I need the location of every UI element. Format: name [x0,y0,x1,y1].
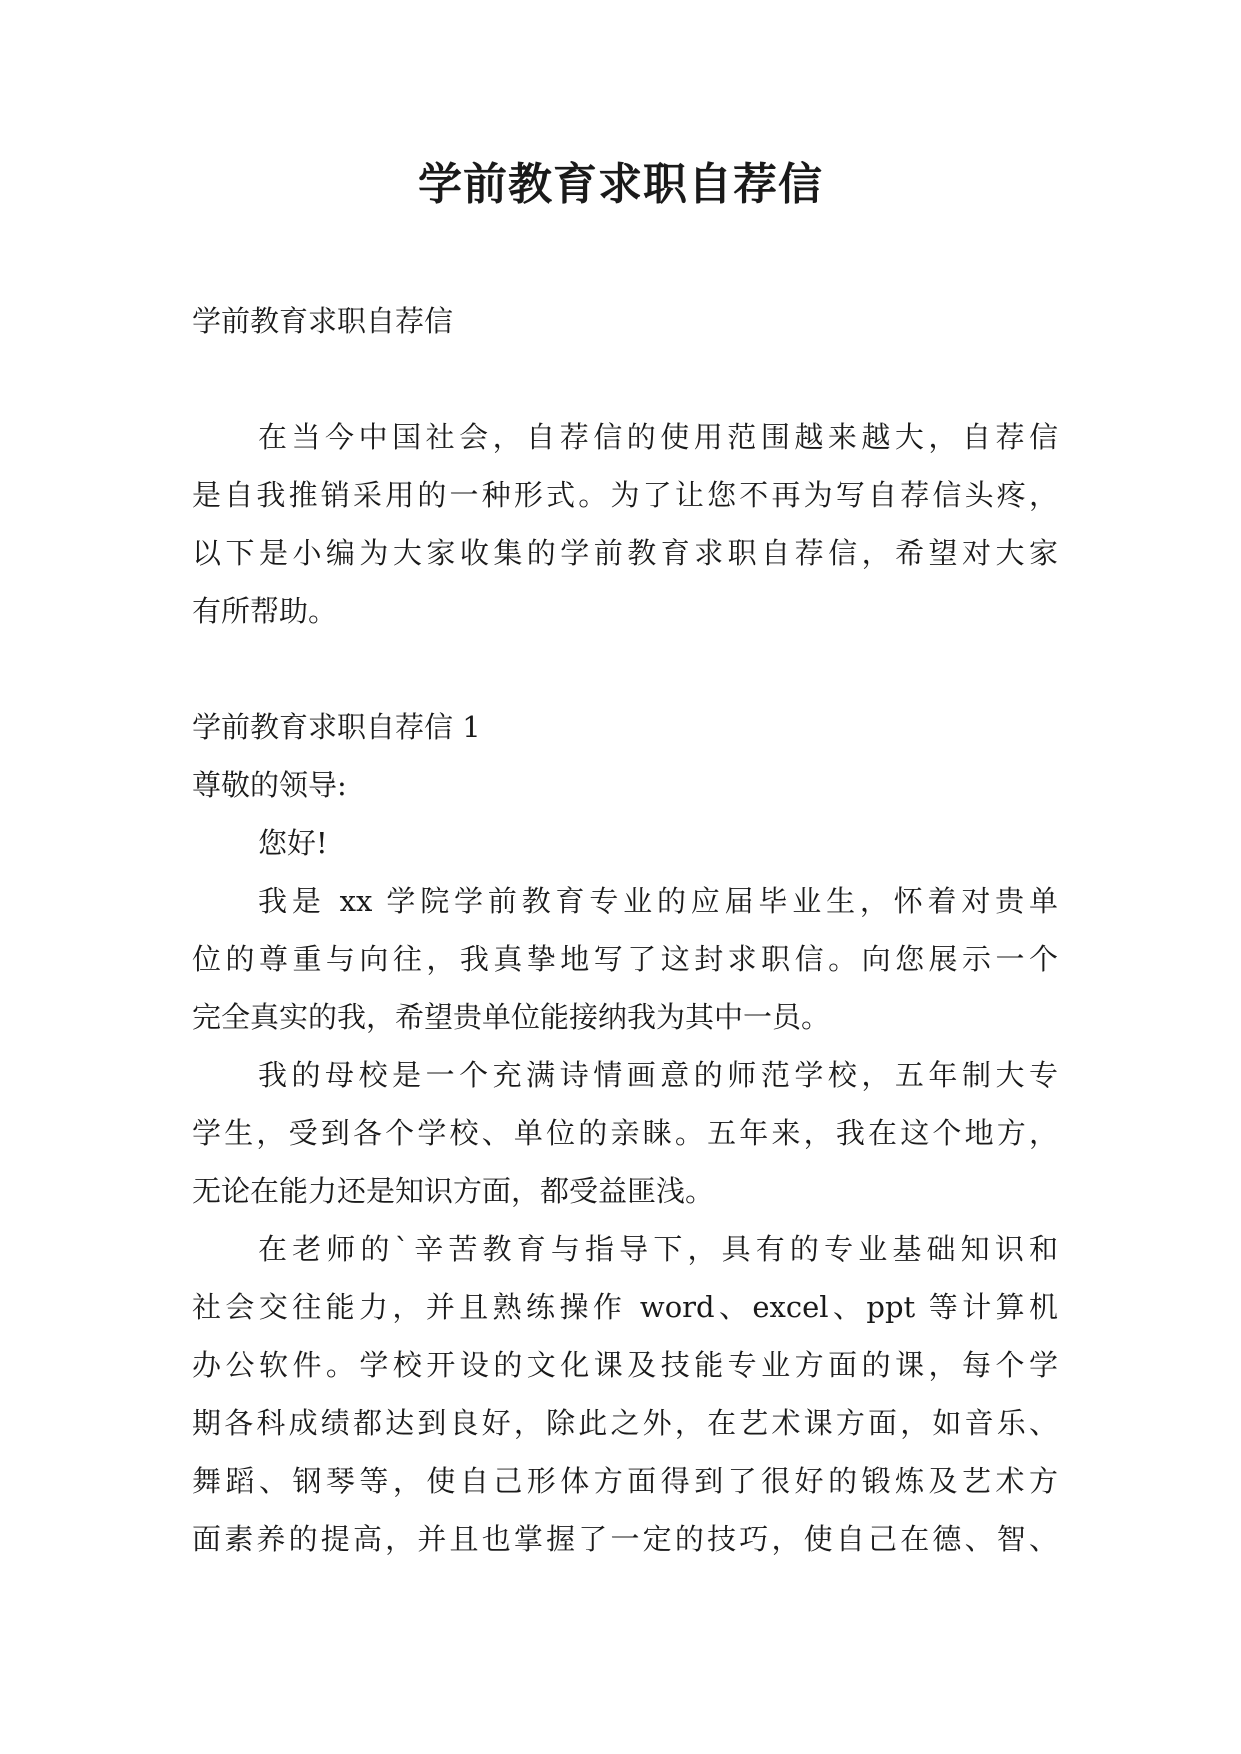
paragraph-line: 以下是小编为大家收集的学前教育求职自荐信，希望对大家 [192,536,1058,570]
salutation: 尊敬的领导: [192,768,347,802]
blank-line [192,640,1058,698]
paragraph-line: 在老师的`辛苦教育与指导下，具有的专业基础知识和 [258,1232,1058,1266]
body-paragraph-2 [192,1046,1058,1220]
paragraph-line: 完全真实的我，希望贵单位能接纳我为其中一员。 [192,1000,831,1034]
blank-line [192,350,1058,408]
greeting: 您好! [258,826,328,860]
paragraph-line: 有所帮助。 [192,594,338,628]
section-heading: 学前教育求职自荐信 1 [192,710,481,744]
paragraph-line: 舞蹈、钢琴等，使自己形体方面得到了很好的锻炼及艺术方 [192,1464,1058,1498]
document-subtitle: 学前教育求职自荐信 [192,304,454,338]
paragraph-line: 无论在能力还是知识方面，都受益匪浅。 [192,1174,715,1208]
paragraph-line: 位的尊重与向往，我真挚地写了这封求职信。向您展示一个 [192,942,1058,976]
document-body [192,292,1058,1568]
paragraph-line: 我是 xx 学院学前教育专业的应届毕业生，怀着对贵单 [258,884,1058,918]
paragraph-line: 社会交往能力，并且熟练操作 word、excel、ppt 等计算机 [192,1290,1058,1324]
paragraph-line: 面素养的提高，并且也掌握了一定的技巧，使自己在德、智、 [192,1522,1058,1556]
intro-paragraph [192,408,1058,640]
body-paragraph-3 [192,1220,1058,1568]
paragraph-line: 我的母校是一个充满诗情画意的师范学校，五年制大专 [258,1058,1058,1092]
document-title: 学前教育求职自荐信 [418,159,823,210]
paragraph-line: 是自我推销采用的一种形式。为了让您不再为写自荐信头疼， [192,478,1058,512]
paragraph-line: 在当今中国社会，自荐信的使用范围越来越大，自荐信 [258,420,1058,454]
body-paragraph-1 [192,872,1058,1046]
paragraph-line: 期各科成绩都达到良好，除此之外，在艺术课方面，如音乐、 [192,1406,1058,1440]
paragraph-line: 办公软件。学校开设的文化课及技能专业方面的课，每个学 [192,1348,1058,1382]
paragraph-line: 学生，受到各个学校、单位的亲睐。五年来，我在这个地方， [192,1116,1058,1150]
